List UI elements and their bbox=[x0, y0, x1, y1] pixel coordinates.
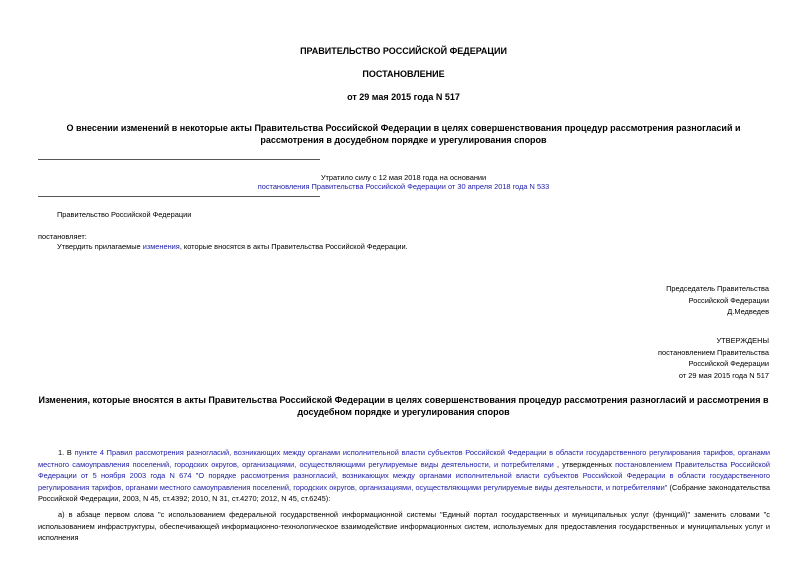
approved-country: Российской Федерации bbox=[688, 359, 769, 368]
document-type: ПОСТАНОВЛЕНИЕ bbox=[362, 69, 445, 79]
status-link[interactable]: постановления Правительства Российской Федерации от 30 апреля 2018 года N 533 bbox=[257, 182, 550, 191]
item-1a-paragraph: а) в абзаце первом слова "с использованием федеральной государственной информационной системы "Единый портал государственных и муниципальных услуг (функций)" заменить словами "с использованием инфраструктуры, обеспечивающей информационно-технологическое взаимодействие информационных систем, используемых для предоставления государственных и муниципальных услуг и исполнения bbox=[38, 510, 770, 542]
signature-title: Председатель Правительства bbox=[666, 284, 769, 293]
divider-bottom bbox=[38, 196, 320, 197]
signature-block bbox=[469, 283, 769, 318]
item-1-decree-link[interactable]: постановлением Правительства Российской Федерации от 5 ноября 2003 года N 674 "О порядке рассмотрения разногласий, возникающих между органами исполнительной власти субъектов Российской Федерации в области государственного регулирования тарифов, органами местного самоуправления поселений, городских округов, организациями, осуществляющими регулируемые виды деятельности, и потребителями" bbox=[38, 459, 770, 492]
item-1-paragraph bbox=[38, 447, 770, 505]
approved-label: УТВЕРЖДЕНЫ bbox=[716, 336, 769, 345]
divider-top bbox=[38, 159, 320, 160]
changes-title-line2: досудебном порядке и урегулирования споров bbox=[297, 407, 510, 417]
government-name: ПРАВИТЕЛЬСТВО РОССИЙСКОЙ ФЕДЕРАЦИИ bbox=[300, 46, 507, 56]
changes-title-line1: Изменения, которые вносятся в акты Правительства Российской Федерации в целях совершенствования процедур рассмотрения разногласий и рассмотрения в bbox=[38, 395, 769, 405]
document-title-line2: рассмотрения в досудебном порядке и урегулирования споров bbox=[260, 135, 547, 145]
item-1-suffix: (Собрание законодательства Российской Федерации, 2003, N 45, ст.4392; 2010, N 31, ст.4270; 2012, N 45, ст.6245): bbox=[38, 482, 770, 503]
government-rf: Правительство Российской Федерации bbox=[57, 210, 192, 219]
approved-date: от 29 мая 2015 года N 517 bbox=[678, 370, 769, 380]
approved-by: постановлением Правительства bbox=[658, 347, 769, 357]
approve-sentence bbox=[57, 242, 408, 251]
signature-name: Д.Медведев bbox=[727, 307, 769, 316]
document-date-number: от 29 мая 2015 года N 517 bbox=[347, 92, 460, 102]
item-1-rules-link[interactable]: пункте 4 Правил рассмотрения разногласий, возникающих между органами исполнительной власти субъектов Российской Федерации в области государственного регулирования тарифов, органами местного самоуправления поселений, городских округов, организациями, осуществляющими регулируемые виды деятельности, и потребителями bbox=[38, 448, 770, 469]
status-line: Утратило силу с 12 мая 2018 года на основании bbox=[320, 173, 487, 182]
approve-prefix: Утвердить прилагаемые bbox=[57, 242, 143, 251]
document-title-line1: О внесении изменений в некоторые акты Правительства Российской Федерации в целях совершенствования процедур рассмотрения разногласий и bbox=[66, 123, 741, 133]
decides-label: постановляет: bbox=[38, 232, 87, 241]
item-1-prefix: 1. В bbox=[58, 448, 75, 457]
approve-suffix: , которые вносятся в акты Правительства Российской Федерации. bbox=[179, 242, 408, 251]
approved-block bbox=[469, 335, 769, 381]
item-1-mid: , утвержденных bbox=[553, 459, 616, 469]
signature-country: Российской Федерации bbox=[688, 295, 769, 305]
changes-link[interactable]: изменения bbox=[142, 242, 180, 251]
